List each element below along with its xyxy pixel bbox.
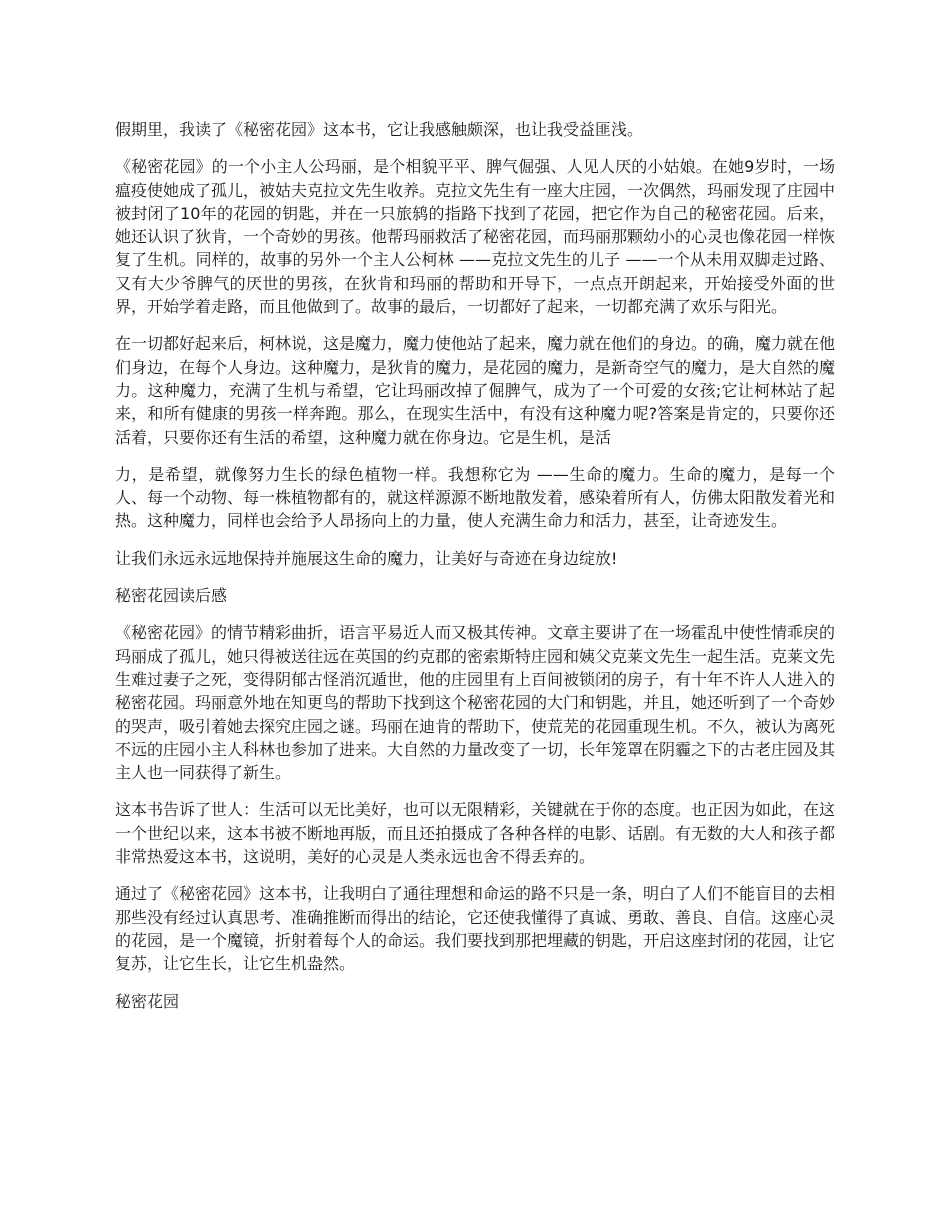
paragraph-closing: 让我们永远永远地保持并施展这生命的魔力，让美好与奇迹在身边绽放! — [115, 548, 618, 568]
paragraph-story-summary: 《秘密花园》的一个小主人公玛丽，是个相貌平平、脾气倔强、人见人厌的小姑娘。在她9岁时，一场瘟疫使她成了孤儿，被姑夫克拉文先生收养。克拉文先生有一座大庄园，一次偶然，玛丽发现了庄园中被封闭了10年的花园的钥匙，并在一只旅鸫的指路下找到了花园，把它作为自己的秘密花园。后来，她还认识了狄肯，一个奇妙的男孩。他帮玛丽救活了秘密花园，而玛丽那颗幼小的心灵也像花园一样恢复了生机。同样的，故事的另外一个主人公柯林 ——克拉文先生的儿子 ——一个从未用双脚走过路、又有大少爷脾气的厌世的男孩，在狄肯和玛丽的帮助和开导下，一点点开朗起来，开始接受外面的世界，开始学着走路，而且他做到了。故事的最后，一切都好了起来，一切都充满了欢乐与阳光。 — [115, 157, 836, 317]
paragraph-lesson: 这本书告诉了世人：生活可以无比美好，也可以无限精彩，关键就在于你的态度。也正因为如此，在这一个世纪以来，这本书被不断地再版，而且还拍摄成了各种各样的电影、话剧。有无数的大人和孩子都非常热爱这本书，这说明，美好的心灵是人类永远也舍不得丢弃的。 — [115, 800, 836, 867]
paragraph-reflection: 通过了《秘密花园》这本书，让我明白了通往理想和命运的路不只是一条，明白了人们不能盲目的去相那些没有经过认真思考、准确推断而得出的结论，它还使我懂得了真诚、勇敢、善良、自信。这座心灵的花园，是一个魔镜，折射着每个人的命运。我们要找到那把埋藏的钥匙，开启这座封闭的花园，让它复苏，让它生长，让它生机盎然。 — [115, 884, 836, 974]
paragraph-plot: 《秘密花园》的情节精彩曲折，语言平易近人而又极其传神。文章主要讲了在一场霍乱中使性情乖戾的玛丽成了孤儿，她只得被送往远在英国的约克郡的密索斯特庄园和姨父克莱文先生一起生活。克莱文先生难过妻子之死，变得阴郁古怪消沉遁世，他的庄园里有上百间被锁闭的房子，有十年不许人人进入的秘密花园。玛丽意外地在知更鸟的帮助下找到这个秘密花园的大门和钥匙，并且，她还听到了一个奇妙的哭声，吸引着她去探究庄园之谜。玛丽在迪肯的帮助下，使荒芜的花园重现生机。不久，被认为离死不远的庄园小主人科林也参加了进来。大自然的力量改变了一切，长年笼罩在阴霾之下的古老庄园及其主人也一同获得了新生。 — [115, 623, 836, 783]
paragraph-magic-of-life: 力，是希望，就像努力生长的绿色植物一样。我想称它为 ——生命的魔力。生命的魔力，是每一个人、每一个动物、每一株植物都有的，就这样源源不断地散发着，感染着所有人，仿佛太阳散发着光和热。这种魔力，同样也会给予人昂扬向上的力量，使人充满生命力和活力，甚至，让奇迹发生。 — [115, 464, 836, 531]
section-heading-2: 秘密花园 — [115, 991, 180, 1011]
paragraph-intro: 假期里，我读了《秘密花园》这本书，它让我感触颇深，也让我受益匪浅。 — [115, 120, 644, 139]
document-page — [115, 118, 835, 1013]
section-heading: 秘密花园读后感 — [115, 586, 228, 606]
paragraph-magic: 在一切都好起来后，柯林说，这是魔力，魔力使他站了起来，魔力就在他们的身边。的确，魔力就在他们身边，在每个人身边。这种魔力，是狄肯的魔力，是花园的魔力，是新奇空气的魔力，是大自然的魔力。这种魔力，充满了生机与希望，它让玛丽改掉了倔脾气，成为了一个可爱的女孩;它让柯林站了起来，和所有健康的男孩一样奔跑。那么，在现实生活中，有没有这种魔力呢?答案是肯定的，只要你还活着，只要你还有生活的希望，这种魔力就在你身边。它是生机，是活 — [115, 334, 836, 447]
